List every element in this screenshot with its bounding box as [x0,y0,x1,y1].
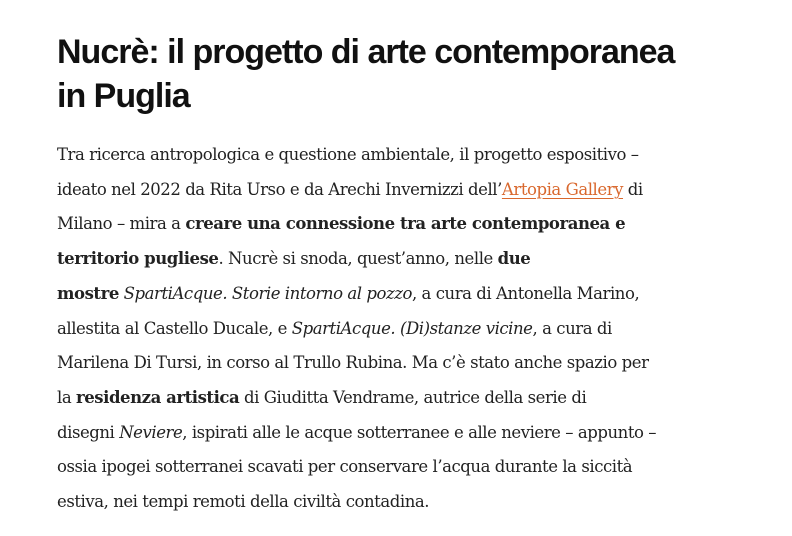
bold-text: mostre [57,283,119,303]
text-run: , a cura di [532,318,612,338]
title-line: Nucrè: il progetto di arte contemporanea [57,33,675,71]
text-run: la [57,387,77,407]
article-title [57,30,757,118]
italic-text: SpartiAcque. (Di)stanze vicine [291,318,533,338]
italic-text: SpartiAcque. Storie intorno al pozzo [123,283,412,303]
text-run: allestita al Castello Ducale, e [57,318,292,338]
article [57,30,757,520]
bold-text: creare una connessione tra arte contemporanea e [185,214,626,234]
text-run: ossia ipogei sotterranei scavati per conservare l’acqua durante la siccità [57,457,633,477]
title-line: in Puglia [57,77,190,115]
text-run: di Giuditta Vendrame, autrice della serie di [239,387,587,407]
paragraph-line [57,450,757,485]
text-run: Marilena Di Tursi, in corso al Trullo Rubina. Ma c’è stato anche spazio per [57,353,649,373]
italic-text: Neviere [119,422,183,442]
article-paragraph [57,138,757,520]
paragraph-line [57,173,757,208]
text-run: , a cura di Antonella Marino, [411,283,640,303]
paragraph-line [57,381,757,416]
paragraph-line [57,277,757,312]
paragraph-line [57,312,757,347]
paragraph-line [57,485,757,520]
text-run: , ispirati alle le acque sotterranee e alle neviere – appunto – [182,422,657,442]
text-run: estiva, nei tempi remoti della civiltà contadina. [57,492,430,512]
text-run: disegni [57,422,120,442]
paragraph-line [57,242,757,277]
bold-text: territorio pugliese [57,249,219,269]
text-run: Tra ricerca antropologica e questione ambientale, il progetto espositivo – [57,145,639,164]
artopia-gallery-link[interactable]: Artopia Gallery [501,179,624,199]
text-run: Milano – mira a [57,214,186,234]
paragraph-line [57,416,757,451]
text-run: . Nucrè si snoda, quest’anno, nelle [218,249,498,269]
paragraph-line [57,138,757,173]
bold-text: residenza artistica [76,387,240,407]
text-run: di [623,179,643,199]
bold-text: due [497,249,531,269]
text-run: ideato nel 2022 da Rita Urso e da Arechi Invernizzi dell’ [57,179,502,199]
paragraph-line [57,346,757,381]
paragraph-line [57,207,757,242]
